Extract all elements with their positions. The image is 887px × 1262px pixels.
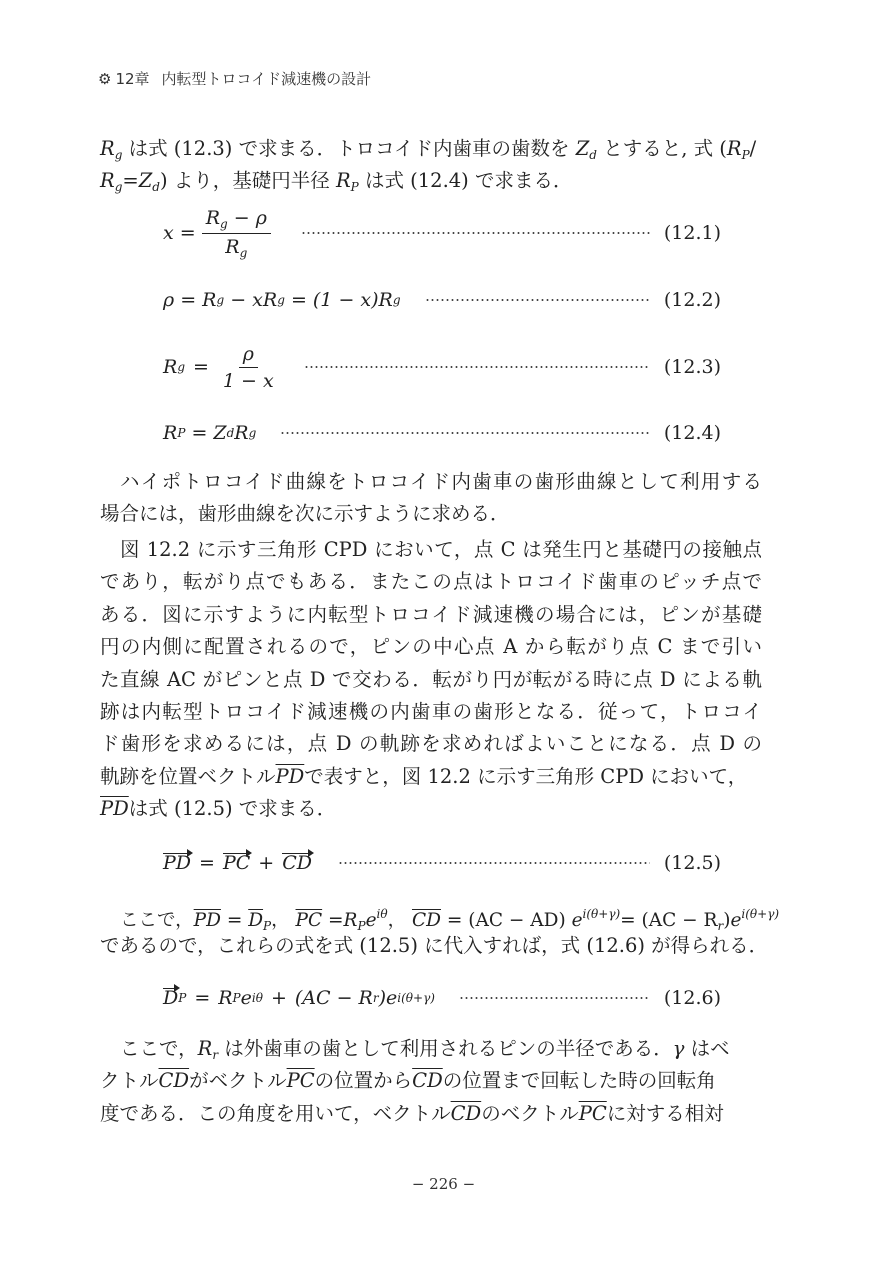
fraction: $\frac{\rho}{1 - x}$ [222,342,274,392]
equation-12-5: PD = PC + CD (12.5) [163,852,721,874]
text-line: $\overline{PD}$は式 (12.5) で求まる． [100,797,337,821]
equation-12-1: x = $\frac{R_g - \rho}{R_g}$ (12.1) [163,206,721,260]
chapter-number: 12章 [115,70,150,88]
text-line: $R_g$ は式 (12.3) で求まる．トロコイド内歯車の歯数を $Z_d$ とすると, 式 ($R_P/$ [100,137,757,162]
leader-dots [459,997,650,999]
paragraph-triangle-cpd [100,534,762,826]
text-line: 場合には，歯形曲線を次に示すように求める． [100,502,510,526]
text-line: ここで，$\overline{PD} = \overline{D}_P$， $\overline{PC} =R_Pe^{i\theta}$， $\overline{CD} = (AC - AD)$ $e^{i(\theta+\gamma)}= (AC - R_r)e^{i(\theta+\gamma)}$ [120,907,780,933]
equation-number: (12.4) [663,422,721,444]
paragraph-substitution [100,898,780,963]
running-header [98,68,371,89]
leader-dots [301,232,650,234]
text-line: であるので，これらの式を式 (12.5) に代入すれば，式 (12.6) が得られる． [100,934,769,958]
intro-paragraph [100,133,762,198]
equation-number: (12.3) [663,356,721,378]
text-line: ここで，$R_r$ は外歯車の歯として利用されるピンの半径である．γ はベ [120,1037,730,1062]
text-line: クトル$\overline{CD}$がベクトル$\overline{PC}$の位置から$\overline{CD}$の位置まで回転した時の回転角 [100,1069,716,1093]
text-line: ド歯形を求めるには，点 D の軌跡を求めればよいことになる．点 D の [100,732,762,756]
leader-dots [304,366,650,368]
text-line: $R_g=Z_d$) より，基礎円半径 $R_P$ は式 (12.4) で求まる． [100,169,573,195]
paragraph-pin-radius [100,1033,762,1130]
equation-12-2: ρ = R g − xR g = (1 − x)R g (12.2) [163,289,721,311]
text-line: 軌跡を位置ベクトル$\overline{PD}$で表すと，図 12.2 に示す三角形 CPD において， [100,764,748,788]
equation-12-4: R P = Z d R g (12.4) [163,422,721,444]
leader-dots [280,432,650,434]
page-number: − 226 − [411,1175,476,1193]
text-line: 跡は内転型トロコイド減速機の内歯車の歯形となる．従って，トロコイ [100,699,762,723]
chapter-title: 内転型トロコイド減速機の設計 [161,70,372,88]
equation-number: (12.1) [663,222,721,244]
gear-icon: ⚙ [98,69,112,88]
equation-12-3: R g = $\frac{\rho}{1 - x}$ (12.3) [163,342,721,392]
equation-number: (12.6) [663,987,721,1009]
text-line: 度である．この角度を用いて，ベクトル$\overline{CD}$のベクトル$\overline{PC}$に対する相対 [100,1101,724,1125]
text-line: 図 12.2 に示す三角形 CPD において，点 C は発生円と基礎円の接触点 [120,538,762,561]
text-line: ハイポトロコイド曲線をトロコイド内歯車の歯形曲線として利用する [120,470,762,493]
fraction: $\frac{R_g - \rho}{R_g}$ [202,207,271,260]
leader-dots [425,299,650,301]
text-line: であり，転がり点でもある．またこの点はトロコイド歯車のピッチ点で [100,570,762,594]
equation-number: (12.5) [663,852,721,874]
text-line: ある．図に示すように内転型トロコイド減速機の場合には，ピンが基礎 [100,602,762,626]
equation-12-6: D P = R P e iθ + (AC − R r )e i(θ+γ) (12.6) [163,987,721,1009]
paragraph-hypotrochoid [100,466,762,531]
leader-dots [338,862,650,864]
text-line: 円の内側に配置されるので，ピンの中心点 A から転がり点 C まで引い [100,635,762,659]
text-line: た直線 AC がピンと点 D で交わる．転がり円が転がる時に点 D による軌 [100,667,762,691]
equation-number: (12.2) [663,289,721,311]
